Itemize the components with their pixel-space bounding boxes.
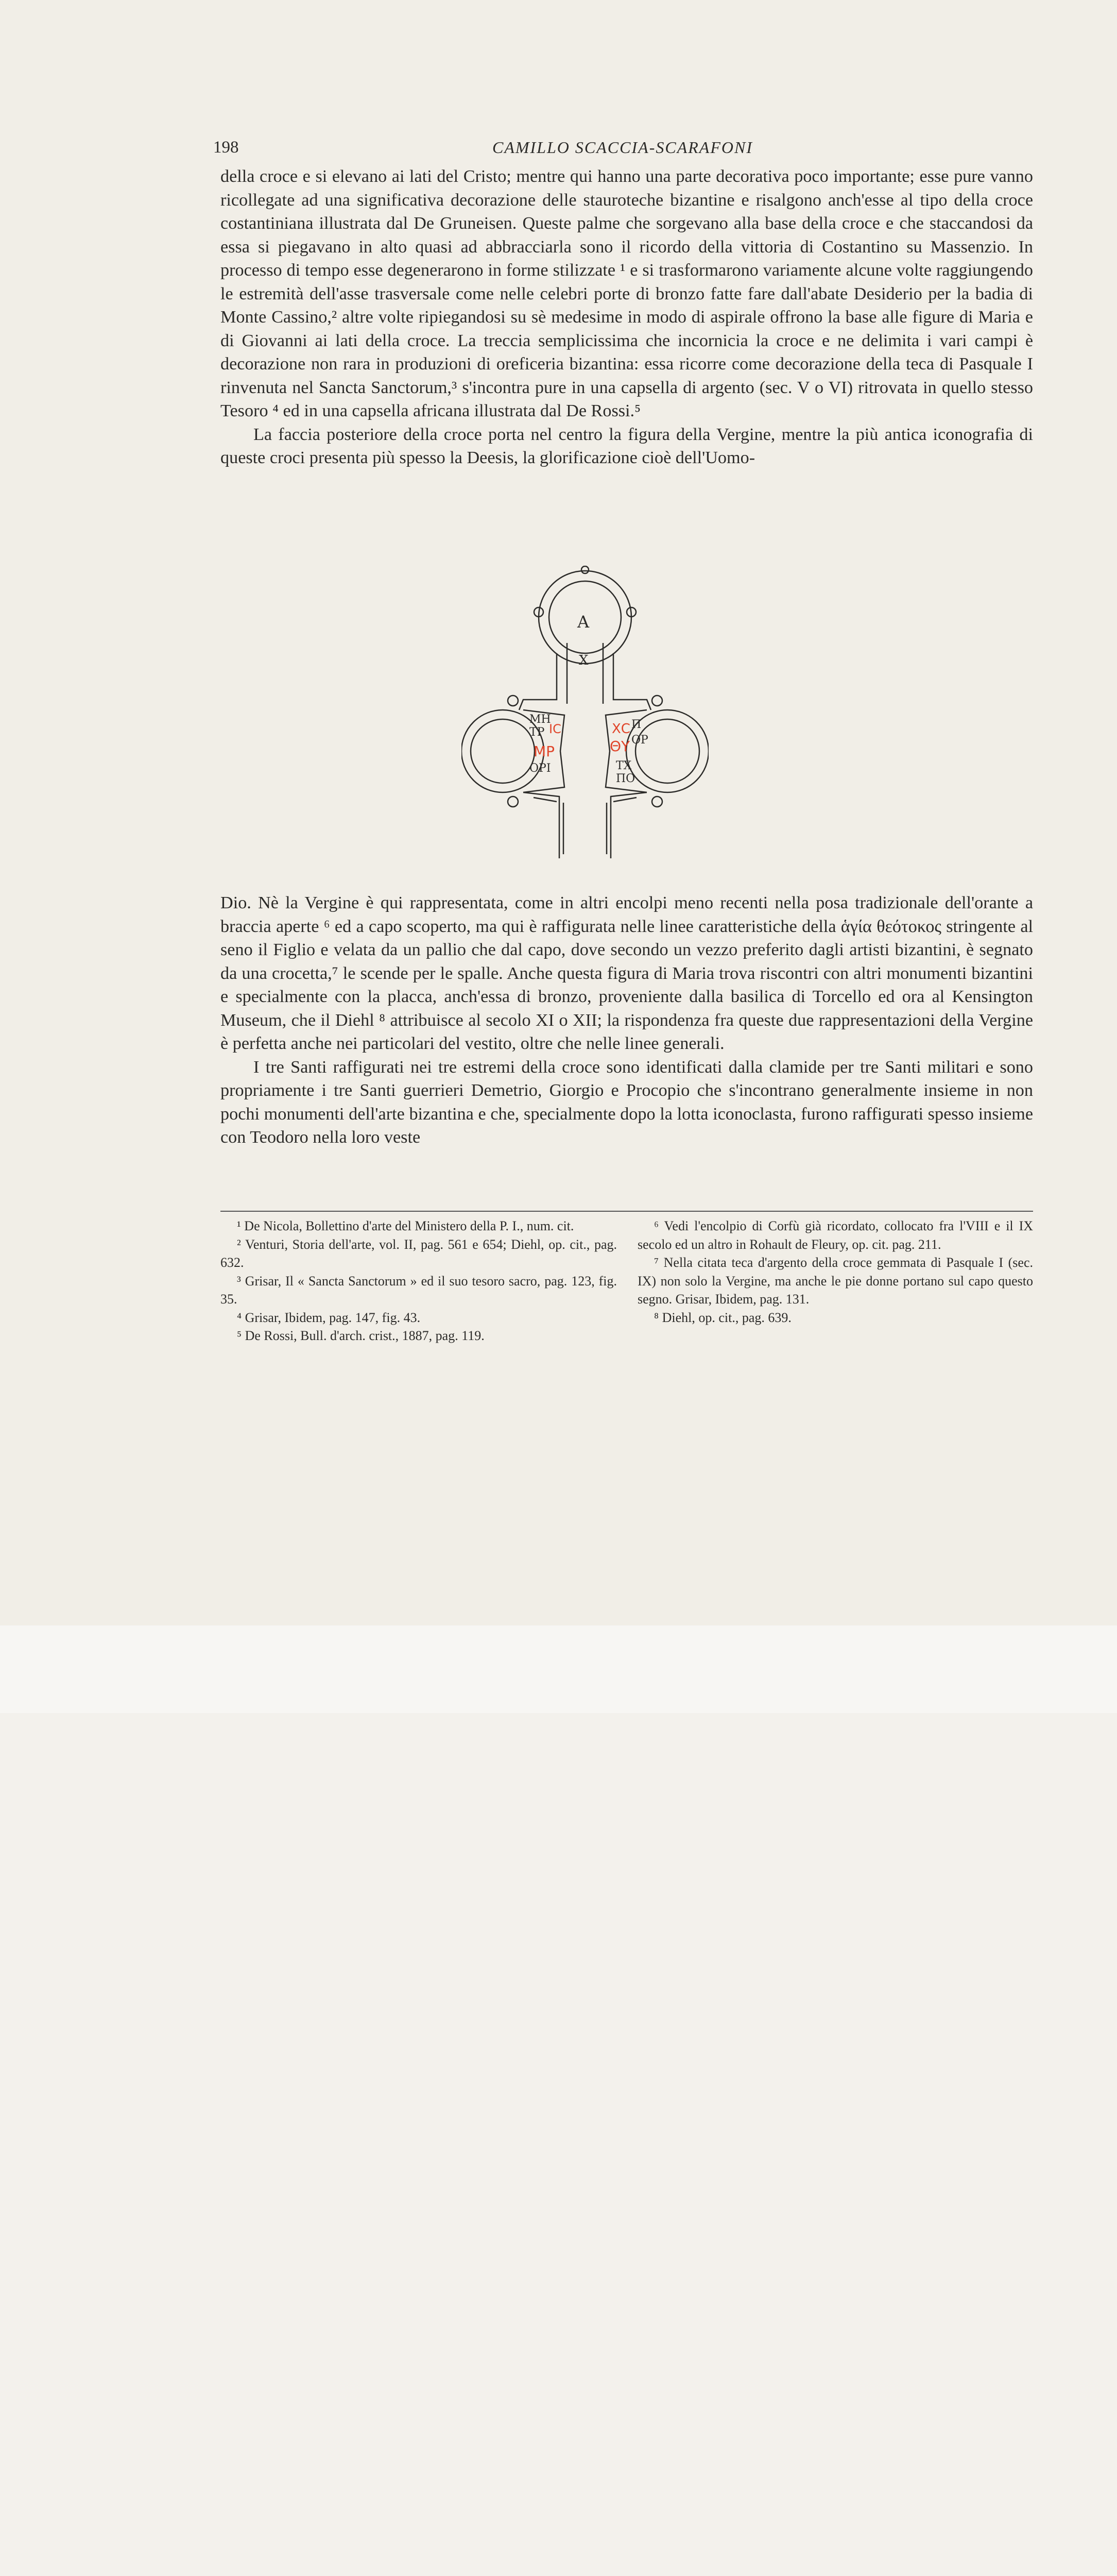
cross-illustration [461, 566, 709, 858]
page-header [213, 138, 1032, 164]
red-inscription: ΧC [612, 721, 630, 737]
red-inscription: ΘΥ [610, 738, 630, 755]
viewer-footer [0, 1625, 1117, 1713]
footnote-divider [220, 1211, 1033, 1212]
footnote: ² Venturi, Storia dell'arte, vol. II, pag. 561 e 654; Diehl, op. cit., pag. 632. [220, 1236, 617, 1270]
footnotes-left [220, 1217, 617, 1345]
chi-letter: Χ [579, 653, 589, 668]
footnote: ⁷ Nella citata teca d'argento della croce gemmata di Pasquale I (sec. IX) non solo la Vergine, ma anche le pie donne portano sul capo questo segno. Grisar, Ibidem, pag. 131. [638, 1255, 1033, 1307]
body-text-bottom [220, 891, 1033, 1149]
footnotes-right [638, 1217, 1033, 1327]
svg-text:Π: Π [631, 718, 642, 731]
svg-text:ΜΗ: ΜΗ [529, 713, 551, 726]
svg-text:ΠΟ: ΠΟ [616, 772, 635, 785]
red-inscription: ΙC [549, 722, 561, 736]
paragraph: I tre Santi raffigurati nei tre estremi della croce sono identificati dalla clamide per tre Santi militari e sono propriamente i tre Santi guerrieri Demetrio, Giorgio e Procopio che s'incontrano generalmente insieme in non pochi monumenti dell'arte bizantina e che, specialmente dopo la lotta iconoclasta, furono raffigurati spesso insieme con Teodoro nella loro veste [220, 1057, 1033, 1147]
paragraph: La faccia posteriore della croce porta nel centro la figura della Vergine, mentre la più antica iconografia di queste croci presenta più spesso la Deesis, la glorificazione cioè dell'Uomo- [220, 425, 1033, 467]
svg-text:ΤΧ: ΤΧ [616, 759, 632, 772]
footnote: ⁸ Diehl, op. cit., pag. 639. [654, 1310, 792, 1325]
svg-text:ΟΡΙ: ΟΡΙ [529, 762, 551, 775]
red-inscription: ΜΡ [534, 743, 555, 760]
alpha-letter: Α [577, 612, 590, 632]
footnote: ¹ De Nicola, Bollettino d'arte del Ministero della P. I., num. cit. [237, 1218, 574, 1233]
page-number: 198 [213, 138, 239, 157]
svg-text:ΟΡ: ΟΡ [631, 734, 648, 747]
body-text-top [220, 165, 1033, 470]
paragraph: Dio. Nè la Vergine è qui rappresentata, come in altri encolpi meno recenti nella posa tradizionale dell'orante a braccia aperte ⁶ ed a capo scoperto, ma qui è raffigurata nelle linee caratteristiche della ἁγία θεότοκος stringente al seno il Figlio e velata da un pallio che dal capo, dove secondo un vezzo preferito dagli artisti bizantini, è segnato da una crocetta,⁷ le scende per le spalle. Anche questa figura di Maria trova riscontri con altri monumenti bizantini e specialmente con la placca, anch'essa di bronzo, proveniente dalla basilica di Torcello ed ora al Kensington Museum, che il Diehl ⁸ attribuisce al secolo XI o XII; la rispondenza fra queste due rappresentazioni della Vergine è perfetta anche nei particolari del vestito, oltre che nelle linee generali. [220, 893, 1033, 1053]
running-head: CAMILLO SCACCIA-SCARAFONI [492, 138, 753, 157]
footnote: ³ Grisar, Il « Sancta Sanctorum » ed il suo tesoro sacro, pag. 123, fig. 35. [220, 1273, 617, 1307]
paragraph: della croce e si elevano ai lati del Cristo; mentre qui hanno una parte decorativa poco importante; esse pure vanno ricollegate ad una significativa decorazione delle stauroteche bizantine e risalgono anch'esse al tipo della croce costantiniana illustrata dal De Gruneisen. Queste palme che sorgevano alla base della croce e che staccandosi da essa si piegavano in alto quasi ad abbracciarla sono il ricordo della vittoria di Costantino su Massenzio. In processo di tempo esse degenerarono in forme stilizzate ¹ e si trasformarono variamente alcune volte raggiungendo le estremità dell'asse trasversale come nelle celebri porte di bronzo fatte fare dall'abate Desiderio per la badia di Monte Cassino,² altre volte ripiegandosi su sè medesime in modo di aspirale offrono la base alle figure di Maria e di Giovanni ai lati della croce. La treccia semplicissima che incornicia la croce e ne delimita i vari campi è decorazione non rara in produzioni di oreficeria bizantina: essa ricorre come decorazione della teca di Pasquale I rinvenuta nel Sancta Sanctorum,³ s'incontra pure in una capsella di argento (sec. V o VI) ritrovata in quello stesso Tesoro ⁴ ed in una capsella africana illustrata dal De Rossi.⁵ [220, 167, 1033, 420]
footnote: ⁶ Vedi l'encolpio di Corfù già ricordato, collocato fra l'VIII e il IX secolo ed un altro in Rohault de Fleury, op. cit. pag. 211. [638, 1218, 1033, 1252]
footnote: ⁴ Grisar, Ibidem, pag. 147, fig. 43. [237, 1310, 421, 1325]
svg-text:ΤΡ: ΤΡ [529, 726, 545, 739]
footnote: ⁵ De Rossi, Bull. d'arch. crist., 1887, pag. 119. [237, 1328, 485, 1343]
